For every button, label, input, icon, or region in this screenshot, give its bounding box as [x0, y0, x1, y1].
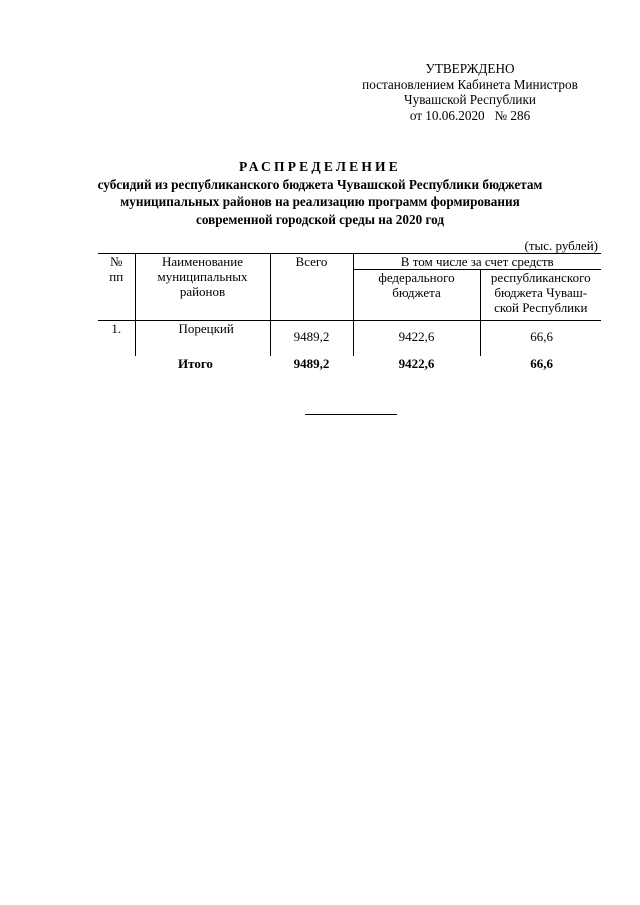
header-number: № пп [98, 254, 135, 321]
table-header-row-1 [98, 254, 601, 270]
approval-authority: постановлением Кабинета Министров [362, 76, 578, 92]
row-republican: 66,6 [530, 329, 553, 344]
header-funding-group: В том числе за счет средств [353, 254, 601, 270]
row-total: 9489,2 [270, 321, 353, 357]
distribution-table [98, 253, 601, 371]
header-republican: республиканского бюджета Чуваш- ской Республики [480, 270, 601, 321]
units-label: (тыс. рублей) [524, 238, 598, 253]
total-row-number-cell [98, 356, 135, 371]
closing-line [305, 414, 397, 415]
title-line-3: современной городской среды на 2020 год [195, 211, 445, 227]
approval-block [340, 61, 600, 123]
title-line-2: муниципальных районов на реализацию программ формирования [120, 194, 520, 209]
row-district: Порецкий [135, 321, 270, 357]
approval-date: от 10.06.2020 № 286 [409, 107, 531, 123]
header-federal: федерального бюджета [353, 270, 480, 321]
title-line-1: субсидий из республиканского бюджета Чувашской Республики бюджетам [97, 176, 543, 192]
approval-title: УТВЕРЖДЕНО [425, 61, 515, 76]
table-row [98, 321, 601, 357]
title-heading: РАСПРЕДЕЛЕНИЕ [239, 159, 401, 174]
total-label: Итого [178, 356, 213, 371]
total-sum: 9489,2 [293, 356, 330, 371]
total-federal: 9422,6 [398, 356, 435, 371]
header-district-name: Наименование муниципальных районов [135, 254, 270, 321]
header-total: Всего [270, 254, 353, 321]
row-number: 1. [98, 321, 135, 357]
document-title [60, 158, 580, 228]
total-row [98, 356, 601, 371]
row-federal: 9422,6 [353, 321, 480, 357]
total-republican: 66,6 [530, 356, 553, 371]
approval-republic: Чувашской Республики [404, 92, 536, 107]
